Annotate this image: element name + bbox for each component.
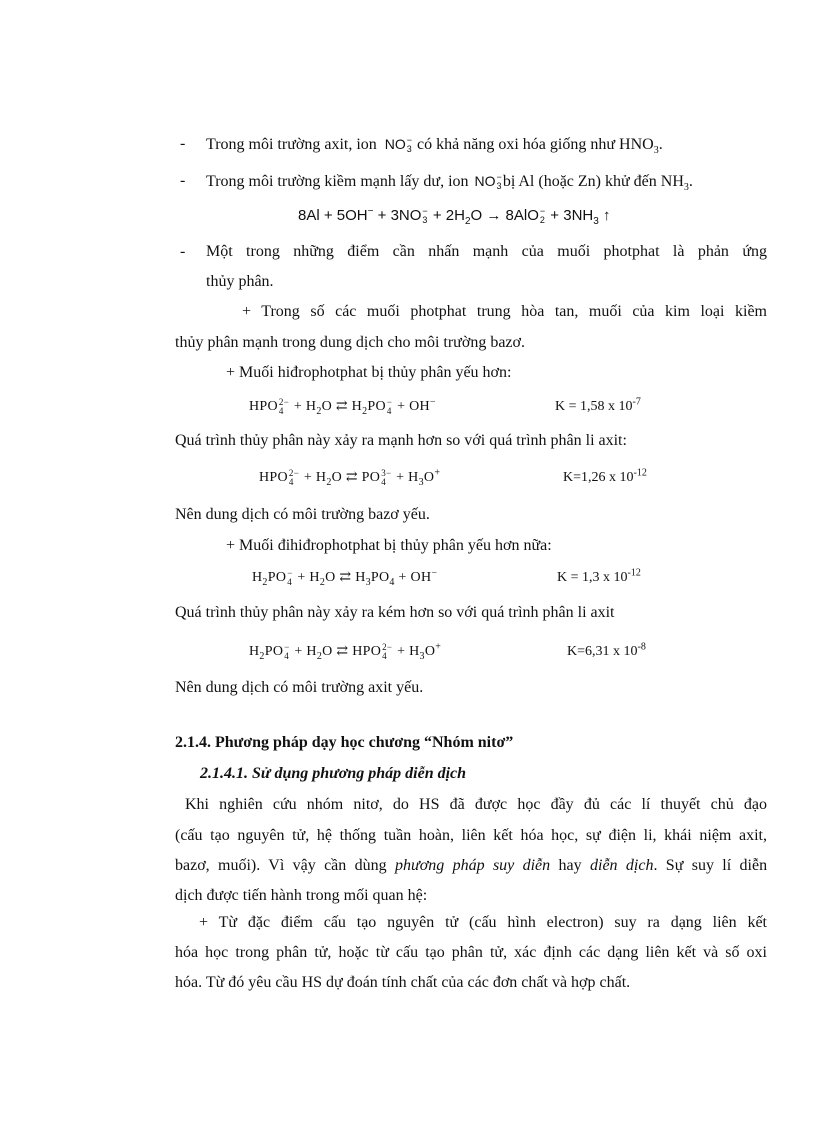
plus-item-3: + Muối đihiđrophotphat bị thủy phân yếu hơn nữa:	[226, 537, 552, 554]
bullet-dash: -	[180, 243, 186, 260]
equation-al-reduction: 8Al + 5OH− + 3NO − 3 + $2H_2O \to 8AlO$ − 2 + $3NH_3$ ↑	[298, 206, 611, 227]
bullet-line-2: Trong môi trường kiềm mạnh lấy dư, ion NO − 3 bị Al (hoặc Zn) khử đến $NH_3$.	[206, 172, 693, 194]
equation-h2po4-dissociation: $H_2PO$ − 4 + $H_2O$ ⇄ HPO 2− 4 + $H_3O^+$	[249, 641, 442, 662]
section-heading: 2.1.4. Phương pháp dạy học chương “Nhóm nitơ”	[175, 734, 514, 751]
bullet-line-3: Một trong những điểm cần nhấn mạnh của muối photphat là phản ứng	[206, 243, 767, 260]
equilibrium-constant: K=1,26 x $10^{-12}$	[563, 467, 647, 485]
paragraph-1-line-2: (cấu tạo nguyên tử, hệ thống tuần hoàn, liên kết hóa học, sự điện li, khái niệm axit,	[175, 827, 767, 844]
bullet-line-1: Trong môi trường axit, ion NO − 3 có khả năng oxi hóa giống như $HNO_3$.	[206, 135, 663, 157]
equation-hpo4-hydrolysis: HPO 2− 4 + $H_2O$ ⇄ $H_2PO$ − 4 + OH−	[249, 396, 436, 417]
plus-item-1: + Trong số các muối photphat trung hòa tan, muối của kim loại kiềm	[242, 303, 767, 320]
equation-h2po4-hydrolysis: $H_2PO$ − 4 + $H_2O$ ⇄ $H_3PO_4 + OH^-$	[252, 567, 438, 588]
text-line: Quá trình thủy phân này xảy ra kém hơn so với quá trình phân li axit	[175, 604, 615, 621]
equilibrium-constant: K = 1,3 x $10^{-12}$	[557, 567, 641, 585]
equilibrium-constant: K = 1,58 x $10^{-7}$	[555, 396, 641, 414]
nitrate-ion: NO − 3	[474, 172, 502, 192]
plus-item-2: + Muối hiđrophotphat bị thủy phân yếu hơn:	[226, 364, 512, 381]
equilibrium-constant: K=6,31 x $10^{-8}$	[567, 641, 646, 659]
bullet-dash: -	[180, 135, 186, 152]
equation-hpo4-dissociation: HPO 2− 4 + $H_2O$ ⇄ PO 3− 4 + $H_3O^+$	[259, 467, 441, 488]
text-line: Nên dung dịch có môi trường axit yếu.	[175, 679, 424, 696]
plus-item-1-cont: thủy phân mạnh trong dung dịch cho môi trường bazơ.	[175, 334, 525, 351]
paragraph-2-line-1: + Từ đặc điểm cấu tạo nguyên tử (cấu hình electron) suy ra dạng liên kết	[199, 914, 767, 931]
paragraph-1-line-1: Khi nghiên cứu nhóm nitơ, do HS đã được học đầy đủ các lí thuyết chủ đạo	[185, 796, 767, 813]
bullet-dash: -	[180, 172, 186, 189]
bullet-line-3-cont: thủy phân.	[206, 273, 274, 290]
paragraph-2-line-2: hóa học trong phân tử, hoặc từ cấu tạo phân tử, xác định các dạng liên kết và số oxi	[175, 944, 767, 961]
paragraph-2-line-3: hóa. Từ đó yêu cầu HS dự đoán tính chất của các đơn chất và hợp chất.	[175, 974, 631, 991]
paragraph-1-line-4: dịch được tiến hành trong mối quan hệ:	[175, 887, 428, 904]
text-line: Nên dung dịch có môi trường bazơ yếu.	[175, 506, 430, 523]
paragraph-1-line-3: bazơ, muối). Vì vậy cần dùng phương pháp suy diễn hay diễn dịch. Sự suy lí diễn	[175, 857, 768, 874]
subsection-heading: 2.1.4.1. Sử dụng phương pháp diễn dịch	[200, 765, 467, 782]
text-line: Quá trình thủy phân này xảy ra mạnh hơn so với quá trình phân li axit:	[175, 432, 627, 449]
nitrate-ion: NO − 3	[384, 135, 413, 155]
